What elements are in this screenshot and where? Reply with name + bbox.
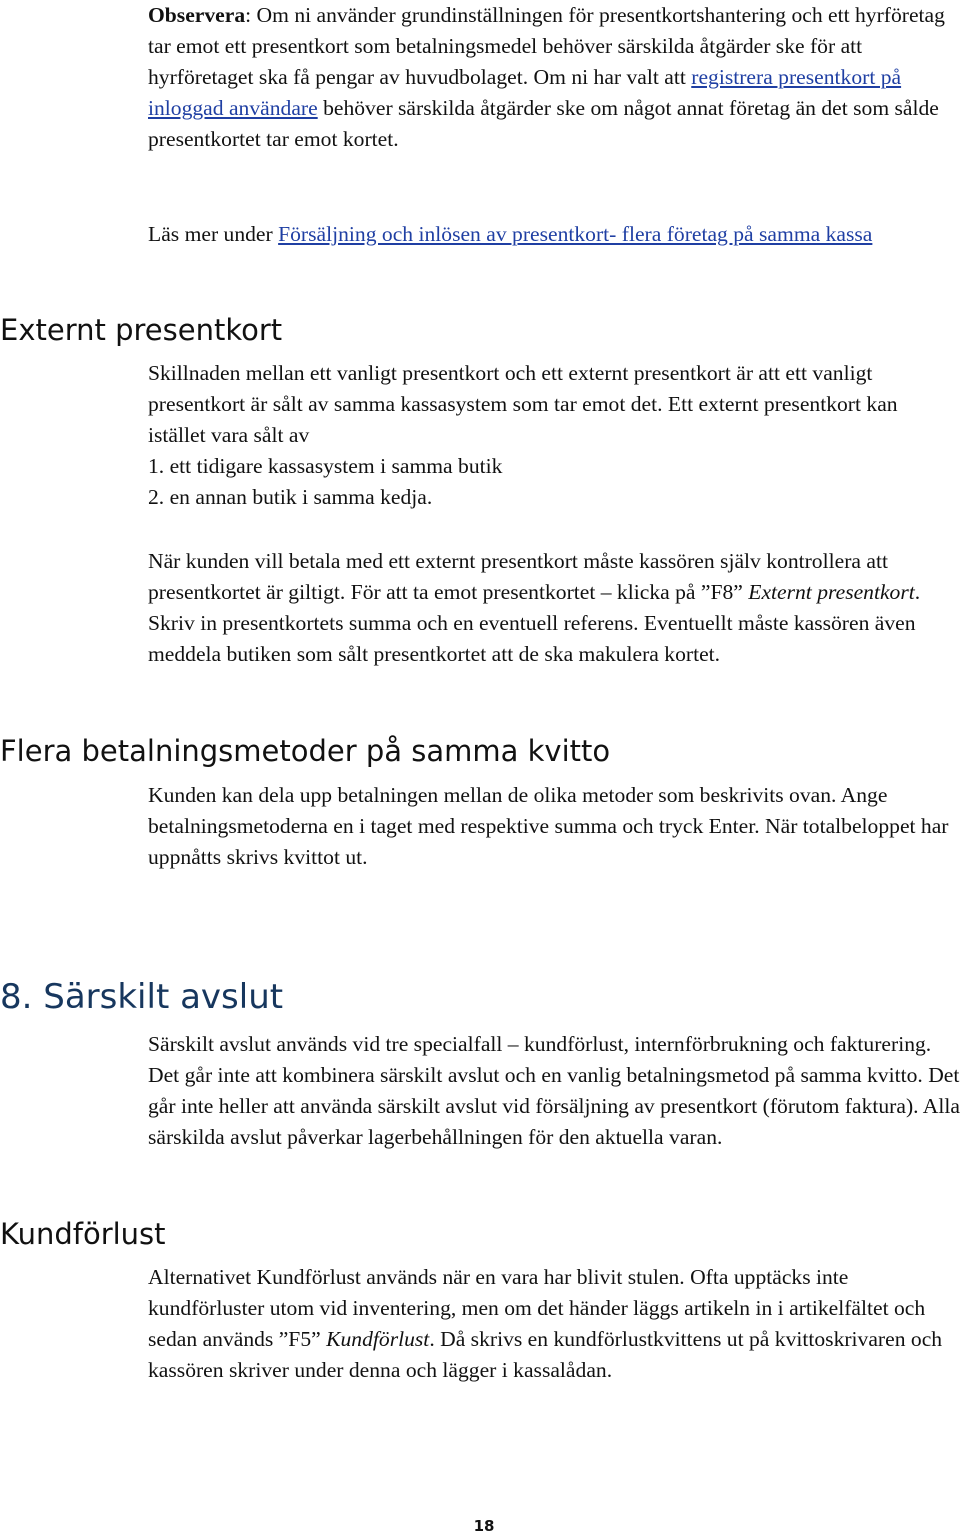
externt-list-item-2: 2. en annan butik i samma kedja. xyxy=(148,485,433,509)
sarskilt-avslut-heading: 8. Särskilt avslut xyxy=(0,977,284,1017)
externt-p2-text-a: När kunden vill betala med ett externt presentkort måste kassören själv kontrollera att presentkortet är giltigt. För att ta emot presentkortet – klicka på ”F8” xyxy=(148,549,888,604)
forsaljning-inlosen-link[interactable]: Försäljning och inlösen av presentkort- flera företag på samma kassa xyxy=(278,222,873,246)
externt-p2-text-b: . Skriv in presentkortets summa och en eventuell referens. Eventuellt måste kassören även meddela butiken som sålt presentkortet att de ska makulera kortet. xyxy=(148,580,921,666)
externt-presentkort-term: Externt presentkort xyxy=(748,580,915,604)
sarskilt-paragraph: Särskilt avslut används vid tre specialfall – kundförlust, internförbrukning och fakturering. Det går inte att kombinera särskilt avslut och en vanlig betalningsmetod på samma kvitto. Det går inte heller att använda särskilt avslut vid försäljning av presentkort (förutom faktura). Alla särskilda avslut påverkar lagerbehållningen för den aktuella varan. xyxy=(148,1032,960,1149)
flera-betalningsmetoder-heading: Flera betalningsmetoder på samma kvitto xyxy=(0,734,611,768)
kundforlust-text-b: . Då skrivs en kundförlustkvittens ut på kvittoskrivaren och kassören skriver under denna och lägger i kassalådan. xyxy=(148,1327,943,1382)
kundforlust-paragraph xyxy=(148,1262,960,1386)
observera-text-2: behöver särskilda åtgärder ske om något annat företag än det som sålde presentkortet tar emot kortet. xyxy=(148,96,939,151)
las-mer-paragraph xyxy=(148,219,960,250)
page-number: 18 xyxy=(473,1517,495,1535)
externt-presentkort-heading: Externt presentkort xyxy=(0,313,283,347)
observera-label: Observera xyxy=(148,3,246,27)
externt-intro-paragraph: Skillnaden mellan ett vanligt presentkort och ett externt presentkort är att ett vanligt presentkort är sålt av samma kassasystem som tar emot det. Ett externt presentkort kan istället vara sålt av xyxy=(148,361,898,447)
registrera-presentkort-link[interactable]: registrera presentkort på inloggad användare xyxy=(148,65,902,120)
observera-text-1: : Om ni använder grundinställningen för presentkortshantering och ett hyrföretag tar emot ett presentkort som betalningsmedel behöver särskilda åtgärder ske för att hyrföretaget ska få pengar av huvudbolaget. Om ni har valt att xyxy=(148,3,945,89)
observera-paragraph xyxy=(148,0,960,155)
kundforlust-heading: Kundförlust xyxy=(0,1217,166,1251)
kundforlust-term: Kundförlust xyxy=(326,1327,430,1351)
externt-paragraph-2 xyxy=(148,546,960,670)
externt-list-item-1: 1. ett tidigare kassasystem i samma butik xyxy=(148,454,503,478)
las-mer-prefix: Läs mer under xyxy=(148,222,279,246)
flera-paragraph: Kunden kan dela upp betalningen mellan de olika metoder som beskrivits ovan. Ange betalningsmetoderna en i taget med respektive summa och tryck Enter. När totalbeloppet har uppnåtts skrivs kvittot ut. xyxy=(148,783,949,869)
kundforlust-text-a: Alternativet Kundförlust används när en vara har blivit stulen. Ofta upptäcks inte kundförluster utom vid inventering, men om det händer läggs artikeln in i artikelfältet och sedan används ”F5” xyxy=(148,1265,926,1351)
